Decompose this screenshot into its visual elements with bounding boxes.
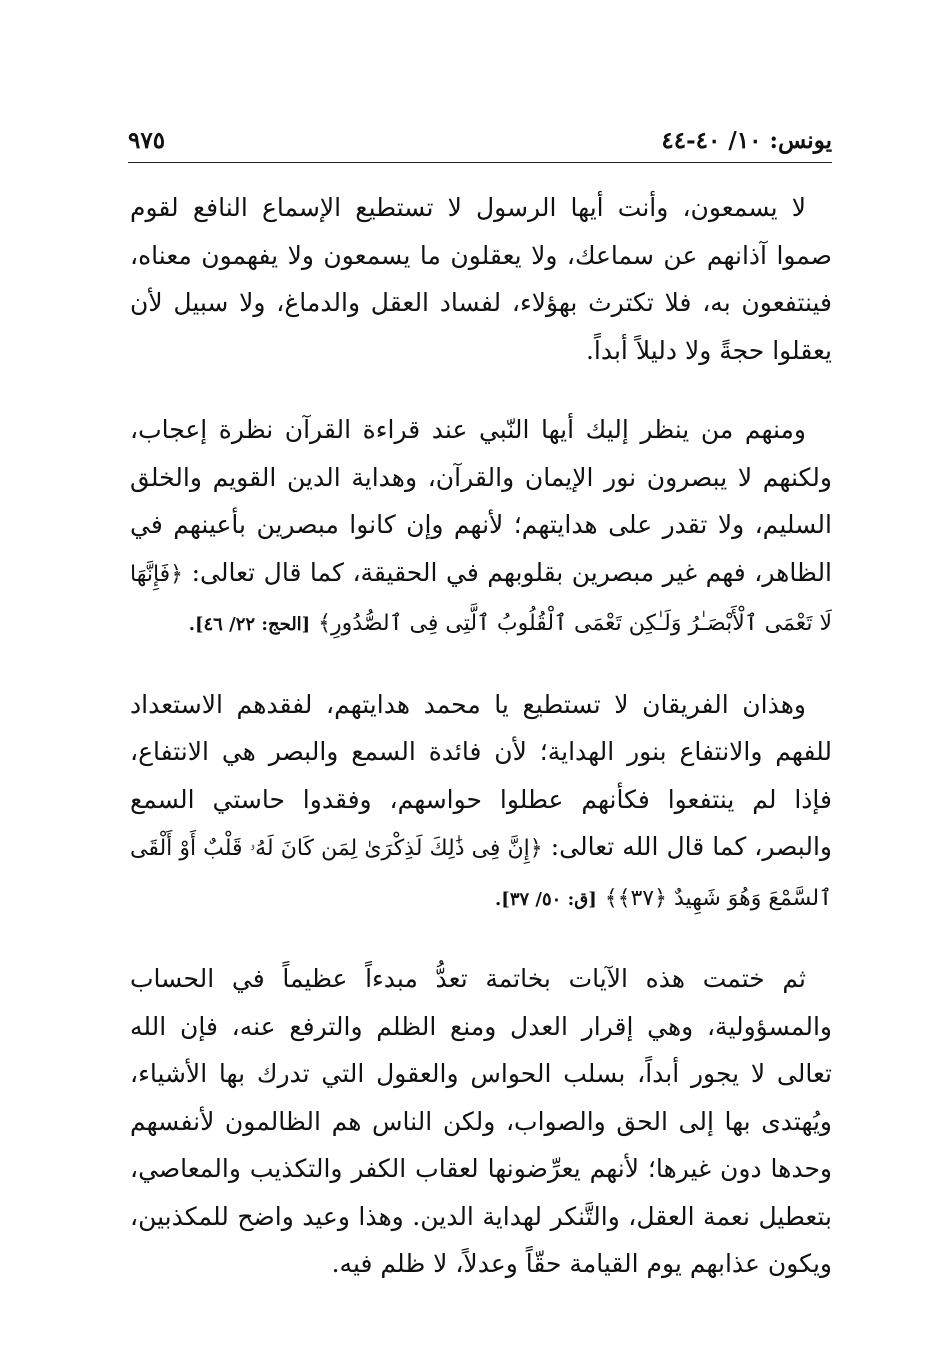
- paragraph-2-text: ومنهم من ينظر إليك أيها النّبي عند قراءة القرآن نظرة إعجاب، ولكنهم لا يبصرون نور الإيمان والقرآن، وهداية الدين القويم والخلق السليم، ولا تقدر على هدايتهم؛ لأنهم وإن كانوا مبصرين بأعينهم في الظاهر، فهم غير مبصرين بقلوبهم في الحقيقة، كما قال تعالى:: [130, 415, 833, 587]
- quran-reference: [ق: ٥٠/ ٣٧].: [495, 888, 597, 910]
- paragraph-4: [130, 955, 832, 1288]
- body-text: [130, 184, 832, 1320]
- paragraph-4-text: ثم ختمت هذه الآيات بخاتمة تعدُّ مبدءاً عظيماً في الحساب والمسؤولية، وهي إقرار العدل ومنع الظلم والترفع عنه، فإن الله تعالى لا يجور أبداً، بسلب الحواس والعقول التي تدرك بها الأشياء، ويُهتدى بها إلى الحق والصواب، ولكن الناس هم الظالمون لأنفسهم وحدها دون غيرها؛ لأنهم يعرِّضونها لعقاب الكفر والتكذيب والمعاصي، بتعطيل نعمة العقل، والتَّنكر لهداية الدين. وهذا وعيد واضح للمكذبين، ويكون عذابهم يوم القيامة حقّاً وعدلاً، لا ظلم فيه.: [130, 964, 832, 1278]
- quran-quote: ﴿إِنَّ فِى ذَٰلِكَ لَذِكْرَىٰ لِمَن كَانَ لَهُۥ قَلْبٌ أَوْ أَلْقَى ٱلسَّمْعَ وَهُوَ شَهِيدٌ ﴿٣٧﴾﴾: [130, 836, 832, 911]
- quran-reference: [الحج: ٢٢/ ٤٦].: [188, 614, 311, 635]
- surah-verse-title: يونس: ١٠/ ٤٠-٤٤: [661, 127, 832, 154]
- paragraph-1: [130, 184, 832, 374]
- header-divider: [128, 162, 832, 163]
- paragraph-2: [130, 406, 832, 649]
- quran-quote: ﴿فَإِنَّهَا لَا تَعْمَى ٱلْأَبْصَـٰرُ وَلَـٰكِن تَعْمَى ٱلْقُلُوبُ ٱلَّتِى فِى ٱلصُّدُورِ﴾: [130, 561, 832, 636]
- paragraph-3: [130, 681, 832, 924]
- page-number: ٩٧٥: [128, 127, 166, 154]
- paragraph-1-text: لا يسمعون، وأنت أيها الرسول لا تستطيع الإسماع النافع لقوم صموا آذانهم عن سماعك، ولا يعقلون ما يسمعون ولا يفهمون معناه، فينتفعون به، فلا تكترث بهؤلاء، لفساد العقل والدماغ، ولا سبيل لأن يعقلوا حجةً ولا دليلاً أبداً.: [130, 193, 832, 365]
- paragraph-3-text: وهذان الفريقان لا تستطيع يا محمد هدايتهم، لفقدهم الاستعداد للفهم والانتفاع بنور الهداية؛ لأن فائدة السمع والبصر هي الانتفاع، فإذا لم ينتفعوا فكأنهم عطلوا حواسهم، وفقدوا حاستي السمع والبصر، كما قال الله تعالى:: [130, 689, 832, 861]
- running-header: [128, 124, 832, 158]
